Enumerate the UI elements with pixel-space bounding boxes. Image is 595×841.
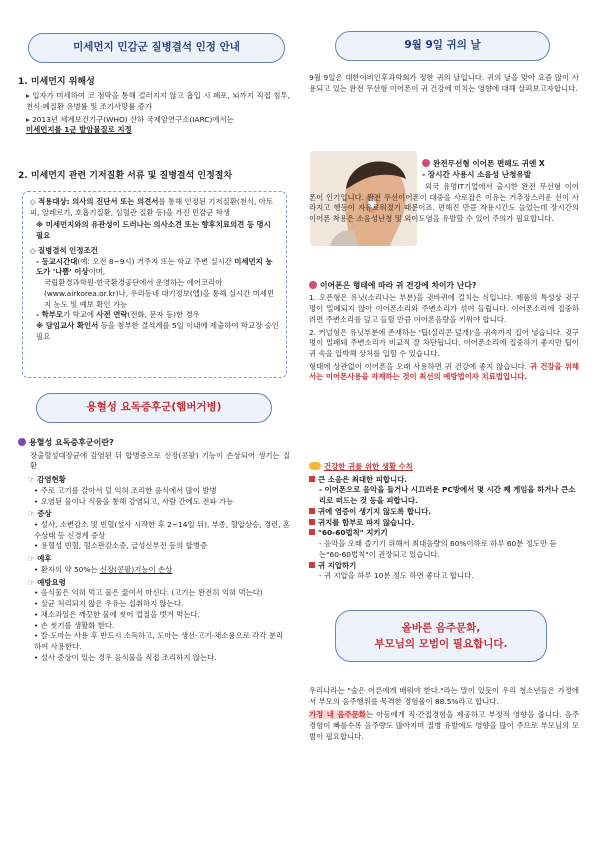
list-item: • 오염된 물이나 식품을 통해 감염되고, 사람 간에도 전파 가능 [34,496,234,506]
emoji-icon [309,462,321,470]
tip-item: 귀지를 함부로 파지 않습니다. [309,518,579,529]
types-para-kernel: 2. 커널형은 유닛부분에 존재하는 '팁(실리콘 덮개)'을 귀속까지 집어 넣습니다. 귓구멍이 밀폐돼 주변소리가 비교적 잘 차단됩니다. 이어폰소리에 집중하기 좋지만 팁이 귀 속을 압박해 상처를 입힐 수 있습니다. [309,327,579,358]
section-hus [18,437,290,664]
list-item: • 손 씻기를 생활화 한다. [34,620,115,630]
banner-ear-day: 9월 9일 귀의 날 [335,31,550,61]
pointing-hand-icon: ☞ [28,475,38,485]
types-conclusion: 형태에 상관없이 이어폰을 오래 사용하면 귀 건강에 좋지 않습니다. 귀 건강을 위해서는 이어폰사용을 자제하는 것이 최선의 예방법이자 치료법입니다. [309,361,579,382]
hus-title: 용혈성 요독증후군이란? [18,437,290,449]
purple-bullet-icon [18,438,26,446]
box-line: - 등교시간대(예: 오전 8~9시) 거주지 또는 학교 주변 실시간 미세먼지 농도가 '나쁨' 이상이며, [36,256,273,277]
list-item: • 음식물은 익혀 먹고 물은 끓여서 마신다. (고기는 완전히 익혀 먹는다) [34,588,263,598]
pointing-hand-icon: ☞ [28,577,38,587]
list-item: • 주로 고기를 갈아서 덜 익혀 조리한 음식에서 많이 발병 [34,485,217,495]
procedure-box [22,191,287,378]
tip-sub: - 귀 지압을 하루 10분 정도 하면 좋다고 합니다. [319,571,474,581]
tip-sub: - 이어폰으로 음악을 들거나 시끄러운 PC방에서 몇 시간 째 게임을 하거나 큰소리로 떠드는 것 등을 피합니다. [319,485,576,506]
tip-item: 귀 지압하기 [309,561,579,572]
triangle-bullet-icon: ▸ [26,114,33,124]
tip-sub: - 음악을 오래 즐기기 위해서 최대음량의 60%이하로 하루 60분 정도만 듣는"60-60법칙"이 권장되고 있습니다. [319,539,557,559]
prevention-title: ☞ 예방요령 [28,577,66,587]
earphone-article [422,158,579,180]
red-square-icon [309,562,315,568]
ear-tips [309,462,579,582]
red-square-icon [309,529,315,535]
hazard-bullet-1: ▸ 입자가 미세하여 코 점막을 통해 걸러지지 않고 흡입 시 폐포, 뇌까지 직접 침투, 천식·폐질환 유병률 및 조기사망률 증가 [26,91,291,111]
list-item: • 환자의 약 50%는 신장(콩팥)기능이 손상 [34,564,173,574]
banner-line: 올바른 음주문화, [401,621,481,634]
infection-title: ☞ 감염현황 [28,475,66,485]
box-line: 국립환경과학원·한국환경공단에서 운영하는 에어코리아(www.airkorea.or.kr)나, 우리동네 대기정보(앱)을 통해 실시간 미세먼지 농도 및 예보 확인 가능 [44,278,275,309]
box-note: ※ 미세먼지와의 유관성이 드러나는 의사소견 또는 향후치료의견 등 명시 필요 [36,220,271,241]
hus-desc: 장출혈성대장균에 감염된 뒤 합병증으로 신장(콩팥) 기능이 손상되어 생기는 질환 [30,450,290,471]
box-line: - 학부모가 학교에 사전 연락(전화, 문자 등)한 경우 [36,310,200,320]
box-line: ◇ 적용대상: 의사의 진단서 또는 의견서를 통해 인정된 기저질환(천식, 아토피, 알레르기, 호흡기질환, 심혈관 질환 등)을 가진 민감군 학생 [30,197,273,217]
article-subtitle: - 장시간 사용시 소음성 난청유발 [422,170,532,179]
article-body: 외국 유명IT기업에서 출시한 완전 무선형 이어폰이 인기입니다. 완전 무선이어폰이 대중을 사로잡은 이유는 거추장스러운 선이 사라지고 행동이 자유로워졌기 때문이죠. 편해진 만큼 착용시간도 늘었는데 장시간의 이어폰 착용은 소음성난청 및 외이도염을 유발할 수 있어 주의가 필요합니다. [309,182,579,224]
banner-drinking [335,610,547,662]
section-title: 1. 미세먼지 위해성 [18,77,95,87]
prognosis-title: ☞ 예후 [28,554,52,564]
tips-title: 건강한 귀를 위한 생활 수칙 [309,462,579,473]
earphone-types [309,280,579,383]
section-dust-hazard [18,76,290,136]
list-item: • 설사, 소변감소 및 빈혈(설사 시작한 후 2~14일 뒤), 부종, 혈압상승, 경련, 혼수상태 등 신경계 증상 [34,520,290,540]
red-square-icon [309,476,315,482]
list-item: • 칼·도마는 사용 후 반드시 소독하고, 도마는 생선·고기·채소용으로 각각 분리하여 사용한다. [34,631,284,652]
hazard-bullet-2: ▸ 2013년 세계보건기구(WHO) 산하 국제암연구소(IARC)에서는 미세먼지를 1군 발암물질로 지정 [26,114,234,135]
list-item: • 용혈성 빈혈, 혈소판감소증, 급성신부전 등의 합병증 [34,541,208,551]
right-column [305,0,581,841]
pointing-hand-icon: ☞ [28,509,38,519]
diamond-icon: ◇ [30,245,39,255]
symptom-title: ☞ 증상 [28,509,52,519]
box-line: ◇ 질병결석 인정조건 [30,245,98,255]
types-title: 이어폰은 형태에 따라 귀 건강에 차이가 난다? [309,280,579,291]
red-square-icon [309,519,315,525]
section-title: 2. 미세먼지 관련 기저질환 서류 및 질병결석 인정절차 [18,171,233,181]
list-item: • 살균 처리되지 않은 우유는 섭취하지 않는다. [34,599,184,609]
banner-line: 부모님의 모범이 필요합니다. [374,638,508,650]
list-item: • 채소과일은 깨끗한 물에 씻어 껍질을 벗겨 먹는다. [34,609,200,619]
tip-item: 큰 소음은 최대한 피합니다. [309,475,579,486]
tip-item: 귀에 염증이 생기지 않도록 합니다. [309,507,579,518]
drinking-para-2: 가정 내 음주문화는 아동에게 직·간접경험을 제공하고 부정적 영향을 줍니다. 음주 경험이 빠를수록 음주량도 많아지며 질병 유발에도 영향을 많이 주므로 부모님의 모범이 필요합니다. [309,710,579,741]
diamond-icon: ◇ [30,197,39,206]
left-column [18,0,290,841]
pink-bullet-icon [309,281,317,289]
types-para-open: 1. 오픈형은 유닛(소리나는 부분)을 귓바퀴에 걸치는 식입니다. 제품의 특성상 귓구멍이 밀폐되지 않아 이어폰소리와 주변소리가 섞여 들립니다. 이어폰소리에 집중하려면 주변소리를 덮고 들릴 만큼 이어폰음량을 키워야 합니다. [309,293,579,324]
drinking-para-1: 우리나라는 "술은 어른에게 배워야 한다."라는 말이 있듯이 우리 청소년들은 가정에서 부모의 음주행위를 목격한 경험율이 88.5%라고 합니다. [309,686,579,706]
banner-fine-dust: 미세먼지 민감군 질병결석 인정 안내 [28,33,285,63]
tip-item: "60-60법칙" 지키기 [309,528,579,539]
triangle-bullet-icon: ▸ [26,91,33,101]
section-procedure [18,170,290,183]
pointing-hand-icon: ☞ [28,554,38,564]
drinking-article [309,686,579,743]
pink-bullet-icon [422,159,430,167]
article-title: 완전무선형 이어폰 편해도 귀엔 X [422,158,579,169]
red-square-icon [309,508,315,514]
list-item: • 설사 증상이 있는 경우 음식물을 직접 조리하지 않는다. [34,652,217,662]
box-line: ※ 담임교사 확인서 등을 첨부한 결석계를 5일 이내에 제출하여 학교장 승인 필요 [36,321,279,341]
banner-hus: 용혈성 요독증후군(햄버거병) [36,393,272,423]
ear-day-intro: 9월 9일은 대한이비인후과학회가 정한 귀의 날입니다. 귀의 날을 맞아 요즘 많이 사용되고 있는 완전 무선형 이어폰이 귀 건강에 미치는 영향에 대해 살펴보고자합니다. [309,73,579,93]
